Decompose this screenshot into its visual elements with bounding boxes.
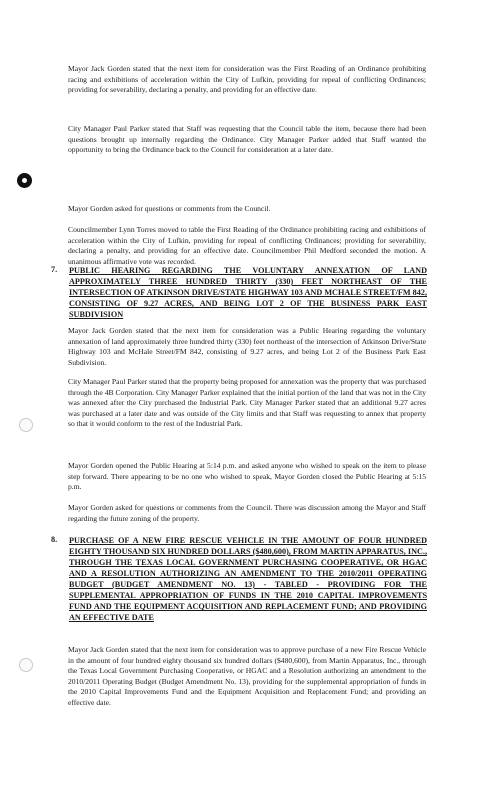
item-7-number: 7.: [51, 265, 58, 274]
paragraph-fire-rescue-vehicle: Mayor Jack Gorden stated that the next item for consideration was to approve purchase of a new Fire Rescue Vehicle in the amount of four hundred eighty thousand six hundred dollars ($480,600), from Martin Apparatus, Inc., through the Texas Local Government Purchasing Cooperative, or HGAC and a Resolution authorizing an amendment to the 2010/2011 Operating Budget (Budget Amendment No. 13), providing for the supplemental appropriation of funds in the 2010 Capital Improvements Fund and the Equipment Acquisition and Replacement Fund; and providing an effective date.: [68, 645, 426, 707]
item-7-heading: PUBLIC HEARING REGARDING THE VOLUNTARY ANNEXATION OF LAND APPROXIMATELY THREE HUNDRED THIRTY (330) FEET NORTHEAST OF THE INTERSECTION OF ATKINSON DRIVE/STATE HIGHWAY 103 AND MCHALE STREET/FM 842, CONSISTING OF 9.27 ACRES, AND BEING LOT 2 OF THE BUSINESS PARK EAST SUBDIVISION: [69, 266, 427, 319]
paragraph-first-reading: Mayor Jack Gorden stated that the next item for consideration was the First Reading of an Ordinance prohibiting racing and exhibitions of acceleration within the City of Lufkin, providing for repeal of conflicting Ordinances; providing for severability, declaring a penalty, and providing for an effective date.: [68, 64, 426, 95]
paragraph-annexation-explanation: City Manager Paul Parker stated that the property being proposed for annexation was the property that was purchased through the 4B Corporation. City Manager Parker explained that the initial portion of the land that was not in the City was annexed after the City purchased the Industrial Park. City Manager Parker stated that an additional 9.27 acres was purchased at a later date and was outside of the City limits and that Staff was requesting to annex that property so that it would conform to the rest of the Industrial Park.: [68, 377, 426, 429]
item-8-heading: PURCHASE OF A NEW FIRE RESCUE VEHICLE IN THE AMOUNT OF FOUR HUNDRED EIGHTY THOUSAND SIX HUNDRED DOLLARS ($480,600), FROM MARTIN APPARATUS, INC., THROUGH THE TEXAS LOCAL GOVERNMENT PURCHASING COOPERATIVE, OR HGAC AND A RESOLUTION AUTHORIZING AN AMENDMENT TO THE 2010/2011 OPERATING BUDGET (BUDGET AMENDMENT NO. 13) - TABLED - PROVIDING FOR THE SUPPLEMENTAL APPROPRIATION OF FUNDS IN THE 2010 CAPITAL IMPROVEMENTS FUND AND THE EQUIPMENT ACQUISITION AND REPLACEMENT FUND; AND PROVIDING AN EFFECTIVE DATE: [69, 536, 427, 622]
punch-hole-bottom: [19, 658, 33, 672]
paragraph-public-hearing-intro: Mayor Jack Gorden stated that the next item for consideration was a Public Hearing regarding the voluntary annexation of land approximately three hundred thirty (330) feet northeast of the intersection of Atkinson Drive/State Highway 103 and McHale Street/FM 842, consisting of 9.27 acres, and being Lot 2 of the Business Park East Subdivision.: [68, 326, 426, 367]
item-8-number: 8.: [51, 535, 58, 544]
paragraph-motion-table: Councilmember Lynn Torres moved to table the First Reading of the Ordinance prohibiting racing and exhibitions of acceleration within the City of Lufkin, providing for repeal of conflicting Ordinances; providing for severability, declaring a penalty, and providing for an effective date. Councilmember Phil Medford seconded the motion. A unanimous affirmative vote was recorded.: [68, 225, 426, 266]
punch-hole-top: [17, 173, 32, 188]
paragraph-table-request: City Manager Paul Parker stated that Staff was requesting that the Council table the item, because there had been questions brought up internally regarding the Ordinance. City Manager Parker added that Staff wanted the opportunity to bring the Ordinance back to the Council for consideration at a later date.: [68, 124, 426, 155]
paragraph-mayor-questions: Mayor Gorden asked for questions or comments from the Council.: [68, 204, 271, 213]
paragraph-public-hearing-open-close: Mayor Gorden opened the Public Hearing at 5:14 p.m. and asked anyone who wished to speak on the item to please step forward. There appearing to be no one who wished to speak, Mayor Gorden closed the Public Hearing at 5:15 p.m.: [68, 461, 426, 492]
punch-hole-middle: [19, 418, 33, 432]
paragraph-zoning-discussion: Mayor Gorden asked for questions or comments from the Council. There was discussion among the Mayor and Staff regarding the future zoning of the property.: [68, 503, 426, 523]
